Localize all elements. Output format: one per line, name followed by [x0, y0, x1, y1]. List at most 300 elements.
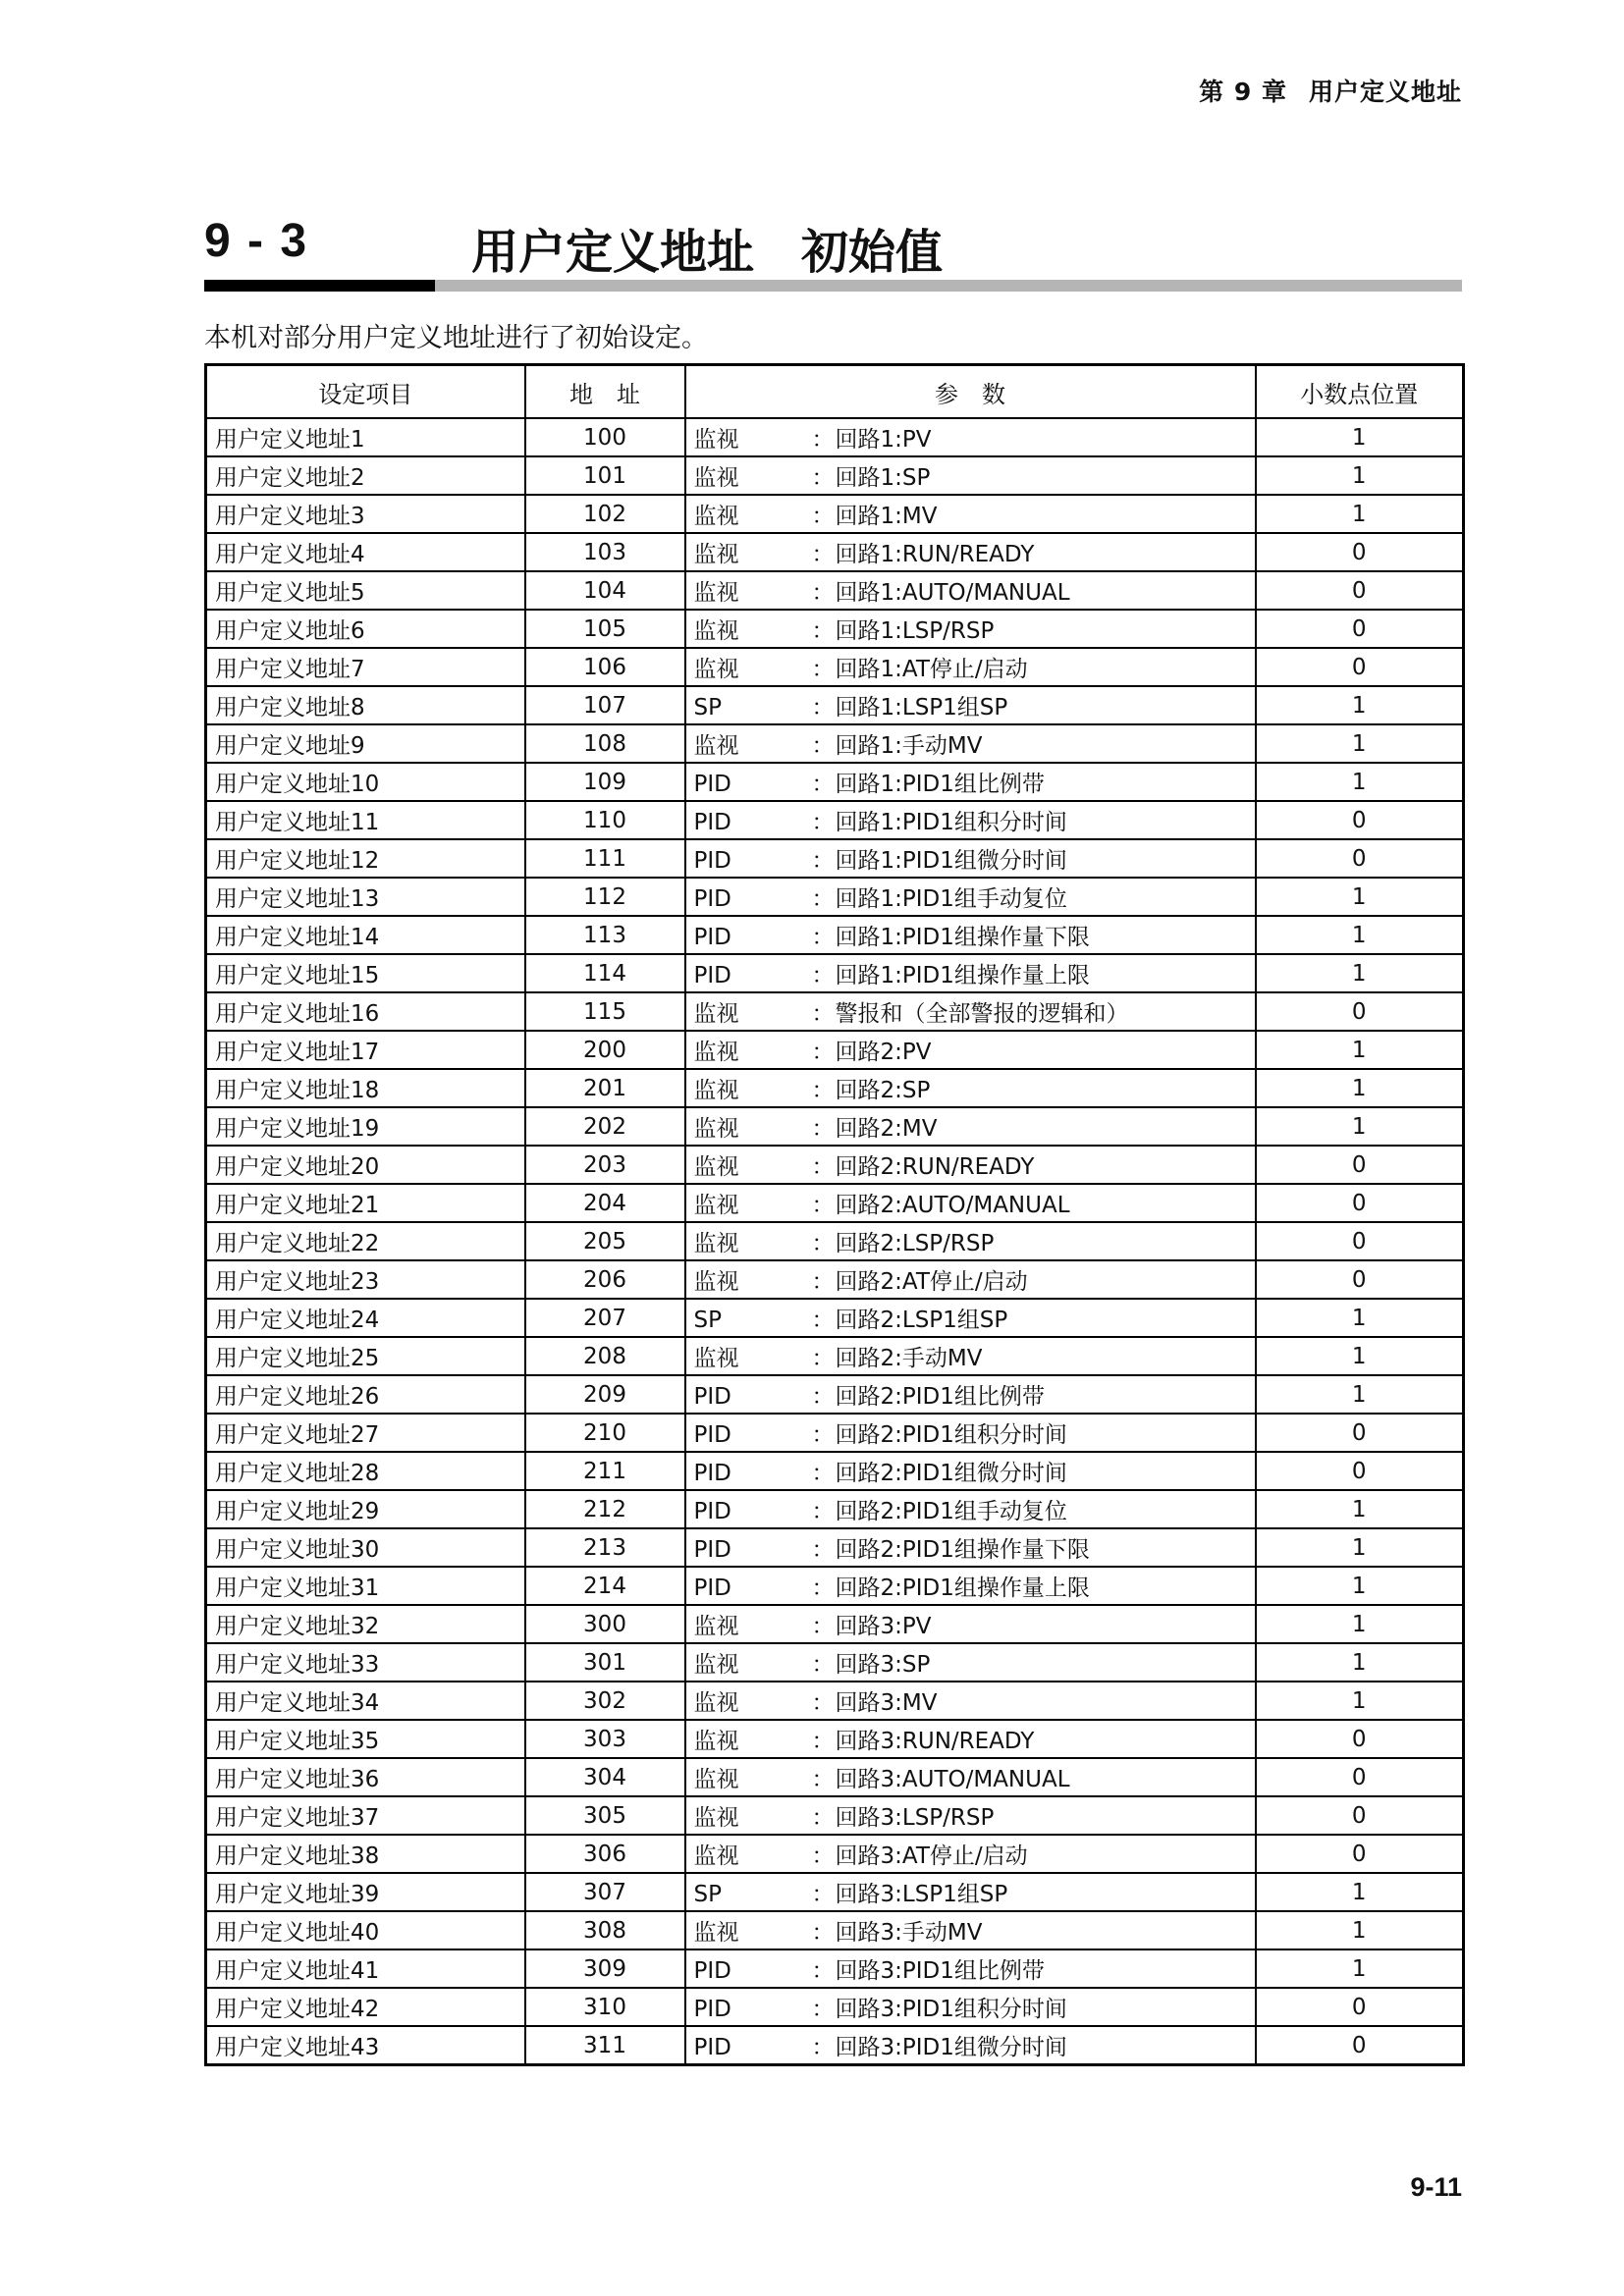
parameter-name: 回路2:LSP/RSP	[835, 1231, 995, 1256]
parameter-separator: ：	[811, 1461, 835, 1486]
parameter-type: PID	[693, 1384, 731, 1410]
table-row	[206, 954, 1464, 992]
table-row	[206, 1911, 1464, 1949]
cell-item: 用户定义地址37	[206, 1796, 525, 1835]
cell-address: 106	[525, 648, 685, 686]
cell-decimal-point: 0	[1256, 533, 1464, 571]
table-row	[206, 1222, 1464, 1260]
cell-address: 303	[525, 1720, 685, 1758]
cell-parameter	[685, 571, 1256, 610]
cell-item: 用户定义地址12	[206, 839, 525, 878]
parameter-type: 监视	[693, 618, 739, 644]
parameter-type: 监视	[693, 1040, 739, 1065]
cell-address: 104	[525, 571, 685, 610]
cell-parameter	[685, 1835, 1256, 1873]
cell-parameter	[685, 992, 1256, 1031]
cell-address: 202	[525, 1107, 685, 1146]
cell-parameter	[685, 1222, 1256, 1260]
cell-address: 310	[525, 1988, 685, 2026]
parameter-type: 监视	[693, 1116, 739, 1142]
cell-parameter	[685, 1873, 1256, 1911]
table-row	[206, 763, 1464, 801]
parameter-name: 回路1:SP	[835, 465, 931, 491]
cell-decimal-point: 0	[1256, 1720, 1464, 1758]
cell-decimal-point: 0	[1256, 1988, 1464, 2026]
table-row	[206, 1758, 1464, 1796]
parameter-type: 监视	[693, 733, 739, 759]
parameter-name: 回路3:手动MV	[835, 1920, 983, 1946]
cell-parameter	[685, 1031, 1256, 1069]
parameter-name: 回路1:手动MV	[835, 733, 983, 759]
parameter-type: PID	[693, 810, 731, 835]
parameter-type: 监视	[693, 427, 739, 453]
parameter-type: SP	[693, 695, 722, 721]
parameter-separator: ：	[811, 1078, 835, 1103]
parameter-name: 回路2:PID1组操作量上限	[835, 1575, 1090, 1601]
cell-item: 用户定义地址17	[206, 1031, 525, 1069]
parameter-type: 监视	[693, 1231, 739, 1256]
page-number: 9-11	[1410, 2172, 1462, 2202]
parameter-separator: ：	[811, 1575, 835, 1601]
parameter-type: PID	[693, 1461, 731, 1486]
cell-item: 用户定义地址41	[206, 1949, 525, 1988]
parameter-type: PID	[693, 925, 731, 950]
cell-item: 用户定义地址20	[206, 1146, 525, 1184]
cell-address: 102	[525, 495, 685, 533]
table-row	[206, 1605, 1464, 1643]
cell-decimal-point: 0	[1256, 839, 1464, 878]
cell-parameter	[685, 1260, 1256, 1299]
table-row	[206, 1146, 1464, 1184]
parameter-type: 监视	[693, 1652, 739, 1678]
cell-decimal-point: 0	[1256, 571, 1464, 610]
cell-decimal-point: 0	[1256, 1796, 1464, 1835]
cell-parameter	[685, 1911, 1256, 1949]
cell-address: 213	[525, 1528, 685, 1567]
cell-parameter	[685, 2026, 1256, 2065]
parameter-separator: ：	[811, 733, 835, 759]
cell-decimal-point: 0	[1256, 648, 1464, 686]
cell-item: 用户定义地址30	[206, 1528, 525, 1567]
parameter-name: 回路1:PID1组微分时间	[835, 848, 1067, 874]
parameter-separator: ：	[811, 1116, 835, 1142]
parameter-name: 回路2:LSP1组SP	[835, 1308, 1008, 1333]
cell-address: 111	[525, 839, 685, 878]
chapter-header	[1199, 73, 1462, 108]
section-heading	[204, 214, 1462, 280]
parameter-separator: ：	[811, 1154, 835, 1180]
cell-parameter	[685, 1720, 1256, 1758]
cell-address: 209	[525, 1375, 685, 1414]
cell-item: 用户定义地址40	[206, 1911, 525, 1949]
parameter-separator: ：	[811, 2035, 835, 2060]
table-row	[206, 1414, 1464, 1452]
cell-parameter	[685, 1146, 1256, 1184]
cell-decimal-point: 1	[1256, 763, 1464, 801]
parameter-name: 回路3:SP	[835, 1652, 931, 1678]
table-row	[206, 1299, 1464, 1337]
table-row	[206, 418, 1464, 456]
cell-decimal-point: 1	[1256, 878, 1464, 916]
cell-parameter	[685, 1069, 1256, 1107]
parameter-name: 回路3:PID1组微分时间	[835, 2035, 1067, 2060]
parameter-type: 监视	[693, 1920, 739, 1946]
parameter-name: 回路1:PID1组积分时间	[835, 810, 1067, 835]
cell-item: 用户定义地址14	[206, 916, 525, 954]
parameter-name: 回路2:PID1组微分时间	[835, 1461, 1067, 1486]
cell-decimal-point: 1	[1256, 916, 1464, 954]
parameter-type: PID	[693, 848, 731, 874]
table-row	[206, 1031, 1464, 1069]
parameter-name: 回路2:RUN/READY	[835, 1154, 1035, 1180]
parameter-name: 回路1:MV	[835, 504, 938, 529]
parameter-type: PID	[693, 1997, 731, 2022]
table-row	[206, 1490, 1464, 1528]
cell-decimal-point: 0	[1256, 1835, 1464, 1873]
cell-address: 302	[525, 1682, 685, 1720]
cell-address: 114	[525, 954, 685, 992]
parameter-type: 监视	[693, 504, 739, 529]
parameter-name: 回路1:LSP/RSP	[835, 618, 995, 644]
cell-address: 214	[525, 1567, 685, 1605]
table-row	[206, 724, 1464, 763]
cell-address: 112	[525, 878, 685, 916]
parameter-separator: ：	[811, 1958, 835, 1984]
parameter-name: 回路1:PID1组比例带	[835, 772, 1045, 797]
cell-decimal-point: 1	[1256, 1567, 1464, 1605]
table-row	[206, 686, 1464, 724]
cell-parameter	[685, 839, 1256, 878]
cell-parameter	[685, 418, 1256, 456]
cell-parameter	[685, 1567, 1256, 1605]
cell-address: 109	[525, 763, 685, 801]
cell-address: 305	[525, 1796, 685, 1835]
parameter-separator: ：	[811, 1040, 835, 1065]
cell-parameter	[685, 1490, 1256, 1528]
cell-item: 用户定义地址31	[206, 1567, 525, 1605]
parameter-name: 回路2:SP	[835, 1078, 931, 1103]
cell-decimal-point: 1	[1256, 456, 1464, 495]
parameter-name: 回路3:RUN/READY	[835, 1729, 1035, 1754]
cell-address: 100	[525, 418, 685, 456]
cell-item: 用户定义地址10	[206, 763, 525, 801]
parameter-name: 回路2:AUTO/MANUAL	[835, 1193, 1070, 1218]
cell-decimal-point: 0	[1256, 1184, 1464, 1222]
cell-parameter	[685, 1528, 1256, 1567]
parameter-separator: ：	[811, 886, 835, 912]
table-row	[206, 495, 1464, 533]
parameter-type: 监视	[693, 465, 739, 491]
table-row	[206, 1835, 1464, 1873]
header-decimal-point: 小数点位置	[1256, 365, 1464, 419]
cell-item: 用户定义地址1	[206, 418, 525, 456]
header-parameter: 参 数	[685, 365, 1256, 419]
title-rule-accent	[204, 280, 435, 292]
table-row	[206, 2026, 1464, 2065]
cell-parameter	[685, 1299, 1256, 1337]
table-row	[206, 456, 1464, 495]
parameter-separator: ：	[811, 1384, 835, 1410]
cell-address: 101	[525, 456, 685, 495]
cell-item: 用户定义地址9	[206, 724, 525, 763]
cell-parameter	[685, 1605, 1256, 1643]
cell-decimal-point: 0	[1256, 1758, 1464, 1796]
cell-decimal-point: 1	[1256, 1911, 1464, 1949]
cell-item: 用户定义地址26	[206, 1375, 525, 1414]
cell-decimal-point: 1	[1256, 418, 1464, 456]
section-title: 用户定义地址 初始值	[471, 225, 944, 280]
parameter-type: 监视	[693, 1154, 739, 1180]
parameter-separator: ：	[811, 963, 835, 988]
table-row	[206, 1567, 1464, 1605]
cell-address: 206	[525, 1260, 685, 1299]
cell-parameter	[685, 1107, 1256, 1146]
cell-decimal-point: 0	[1256, 992, 1464, 1031]
parameter-separator: ：	[811, 772, 835, 797]
table-header-row	[206, 365, 1464, 419]
parameter-type: PID	[693, 772, 731, 797]
cell-decimal-point: 1	[1256, 1069, 1464, 1107]
table-row	[206, 610, 1464, 648]
parameter-type: 监视	[693, 1078, 739, 1103]
parameter-separator: ：	[811, 504, 835, 529]
table-row	[206, 839, 1464, 878]
parameter-name: 回路1:PID1组操作量上限	[835, 963, 1090, 988]
parameter-name: 回路2:AT停止/启动	[835, 1269, 1028, 1295]
parameter-type: SP	[693, 1882, 722, 1907]
parameter-separator: ：	[811, 848, 835, 874]
parameter-separator: ：	[811, 810, 835, 835]
cell-item: 用户定义地址35	[206, 1720, 525, 1758]
parameter-name: 警报和（全部警报的逻辑和）	[835, 1001, 1129, 1027]
cell-item: 用户定义地址8	[206, 686, 525, 724]
table-row	[206, 533, 1464, 571]
parameter-separator: ：	[811, 925, 835, 950]
parameter-type: 监视	[693, 1805, 739, 1831]
parameter-type: PID	[693, 963, 731, 988]
cell-parameter	[685, 801, 1256, 839]
parameter-separator: ：	[811, 427, 835, 453]
cell-address: 211	[525, 1452, 685, 1490]
cell-parameter	[685, 1643, 1256, 1682]
table-row	[206, 1337, 1464, 1375]
cell-parameter	[685, 1796, 1256, 1835]
cell-address: 311	[525, 2026, 685, 2065]
parameter-type: 监视	[693, 542, 739, 567]
cell-parameter	[685, 1184, 1256, 1222]
cell-address: 308	[525, 1911, 685, 1949]
parameter-type: 监视	[693, 1001, 739, 1027]
cell-decimal-point: 0	[1256, 1222, 1464, 1260]
cell-item: 用户定义地址27	[206, 1414, 525, 1452]
table-row	[206, 916, 1464, 954]
table-row	[206, 1069, 1464, 1107]
cell-item: 用户定义地址7	[206, 648, 525, 686]
cell-decimal-point: 0	[1256, 1414, 1464, 1452]
cell-address: 212	[525, 1490, 685, 1528]
parameter-type: 监视	[693, 657, 739, 682]
parameter-name: 回路2:手动MV	[835, 1346, 983, 1371]
cell-decimal-point: 0	[1256, 2026, 1464, 2065]
cell-address: 108	[525, 724, 685, 763]
cell-address: 103	[525, 533, 685, 571]
cell-parameter	[685, 763, 1256, 801]
parameter-separator: ：	[811, 1001, 835, 1027]
parameter-name: 回路3:PID1组比例带	[835, 1958, 1045, 1984]
cell-address: 113	[525, 916, 685, 954]
parameter-name: 回路3:PID1组积分时间	[835, 1997, 1067, 2022]
parameter-type: PID	[693, 1422, 731, 1448]
parameter-name: 回路2:PID1组手动复位	[835, 1499, 1067, 1524]
cell-address: 300	[525, 1605, 685, 1643]
cell-decimal-point: 1	[1256, 1873, 1464, 1911]
parameter-separator: ：	[811, 1882, 835, 1907]
cell-address: 207	[525, 1299, 685, 1337]
parameter-type: PID	[693, 2035, 731, 2060]
cell-parameter	[685, 724, 1256, 763]
cell-item: 用户定义地址15	[206, 954, 525, 992]
table-row	[206, 1107, 1464, 1146]
header-item: 设定项目	[206, 365, 525, 419]
parameter-type: SP	[693, 1308, 722, 1333]
parameter-name: 回路1:PID1组手动复位	[835, 886, 1067, 912]
cell-address: 201	[525, 1069, 685, 1107]
parameter-separator: ：	[811, 1614, 835, 1639]
parameter-separator: ：	[811, 1767, 835, 1792]
cell-item: 用户定义地址42	[206, 1988, 525, 2026]
parameter-type: 监视	[693, 1269, 739, 1295]
cell-parameter	[685, 686, 1256, 724]
parameter-type: PID	[693, 1537, 731, 1563]
table-row	[206, 1452, 1464, 1490]
table-row	[206, 1949, 1464, 1988]
parameter-name: 回路3:AUTO/MANUAL	[835, 1767, 1070, 1792]
parameter-type: 监视	[693, 1193, 739, 1218]
table-row	[206, 1988, 1464, 2026]
table-row	[206, 1643, 1464, 1682]
cell-item: 用户定义地址24	[206, 1299, 525, 1337]
table-row	[206, 1528, 1464, 1567]
cell-item: 用户定义地址36	[206, 1758, 525, 1796]
parameter-type: 监视	[693, 1767, 739, 1792]
cell-parameter	[685, 1949, 1256, 1988]
parameter-name: 回路2:PID1组积分时间	[835, 1422, 1067, 1448]
cell-address: 203	[525, 1146, 685, 1184]
table-row	[206, 1375, 1464, 1414]
table-body	[206, 418, 1464, 2065]
parameter-name: 回路1:AUTO/MANUAL	[835, 580, 1070, 606]
parameter-separator: ：	[811, 1920, 835, 1946]
parameter-name: 回路3:AT停止/启动	[835, 1843, 1028, 1869]
parameter-separator: ：	[811, 657, 835, 682]
cell-item: 用户定义地址19	[206, 1107, 525, 1146]
cell-address: 307	[525, 1873, 685, 1911]
cell-item: 用户定义地址18	[206, 1069, 525, 1107]
cell-parameter	[685, 1758, 1256, 1796]
table-row	[206, 1796, 1464, 1835]
cell-parameter	[685, 916, 1256, 954]
parameter-type: 监视	[693, 580, 739, 606]
cell-decimal-point: 1	[1256, 724, 1464, 763]
parameter-name: 回路1:PID1组操作量下限	[835, 925, 1090, 950]
cell-parameter	[685, 1337, 1256, 1375]
parameter-separator: ：	[811, 1231, 835, 1256]
cell-item: 用户定义地址21	[206, 1184, 525, 1222]
cell-parameter	[685, 954, 1256, 992]
cell-address: 200	[525, 1031, 685, 1069]
cell-parameter	[685, 1682, 1256, 1720]
parameter-type: PID	[693, 1499, 731, 1524]
parameter-type: 监视	[693, 1843, 739, 1869]
parameter-name: 回路1:AT停止/启动	[835, 657, 1028, 682]
cell-address: 110	[525, 801, 685, 839]
intro-text: 本机对部分用户定义地址进行了初始设定。	[204, 323, 708, 353]
parameter-separator: ：	[811, 1193, 835, 1218]
parameter-name: 回路1:PV	[835, 427, 932, 453]
table-row	[206, 801, 1464, 839]
cell-decimal-point: 1	[1256, 1299, 1464, 1337]
parameter-type: PID	[693, 1958, 731, 1984]
cell-parameter	[685, 878, 1256, 916]
cell-decimal-point: 1	[1256, 495, 1464, 533]
parameter-separator: ：	[811, 1729, 835, 1754]
cell-address: 309	[525, 1949, 685, 1988]
parameter-separator: ：	[811, 695, 835, 721]
parameter-type: PID	[693, 886, 731, 912]
cell-parameter	[685, 648, 1256, 686]
cell-address: 204	[525, 1184, 685, 1222]
cell-address: 306	[525, 1835, 685, 1873]
table-row	[206, 1260, 1464, 1299]
cell-address: 304	[525, 1758, 685, 1796]
table-row	[206, 1184, 1464, 1222]
cell-decimal-point: 1	[1256, 1682, 1464, 1720]
parameter-name: 回路3:MV	[835, 1690, 938, 1716]
cell-parameter	[685, 495, 1256, 533]
parameter-name: 回路3:LSP1组SP	[835, 1882, 1008, 1907]
parameter-separator: ：	[811, 1269, 835, 1295]
cell-decimal-point: 1	[1256, 1528, 1464, 1567]
parameter-type: 监视	[693, 1614, 739, 1639]
cell-decimal-point: 0	[1256, 1260, 1464, 1299]
cell-item: 用户定义地址25	[206, 1337, 525, 1375]
parameter-type: 监视	[693, 1346, 739, 1371]
cell-decimal-point: 1	[1256, 1949, 1464, 1988]
chapter-number: 第 9 章	[1199, 78, 1287, 106]
parameter-name: 回路3:PV	[835, 1614, 932, 1639]
cell-parameter	[685, 1375, 1256, 1414]
cell-item: 用户定义地址13	[206, 878, 525, 916]
parameter-separator: ：	[811, 1346, 835, 1371]
parameter-name: 回路2:MV	[835, 1116, 938, 1142]
parameter-separator: ：	[811, 580, 835, 606]
cell-decimal-point: 1	[1256, 1375, 1464, 1414]
cell-decimal-point: 1	[1256, 1107, 1464, 1146]
header-address: 地 址	[525, 365, 685, 419]
parameter-separator: ：	[811, 465, 835, 491]
cell-address: 107	[525, 686, 685, 724]
parameter-name: 回路2:PID1组操作量下限	[835, 1537, 1090, 1563]
cell-item: 用户定义地址43	[206, 2026, 525, 2065]
table-row	[206, 571, 1464, 610]
cell-decimal-point: 1	[1256, 1605, 1464, 1643]
cell-item: 用户定义地址11	[206, 801, 525, 839]
cell-item: 用户定义地址5	[206, 571, 525, 610]
cell-decimal-point: 1	[1256, 686, 1464, 724]
cell-address: 210	[525, 1414, 685, 1452]
parameter-type: PID	[693, 1575, 731, 1601]
cell-item: 用户定义地址22	[206, 1222, 525, 1260]
